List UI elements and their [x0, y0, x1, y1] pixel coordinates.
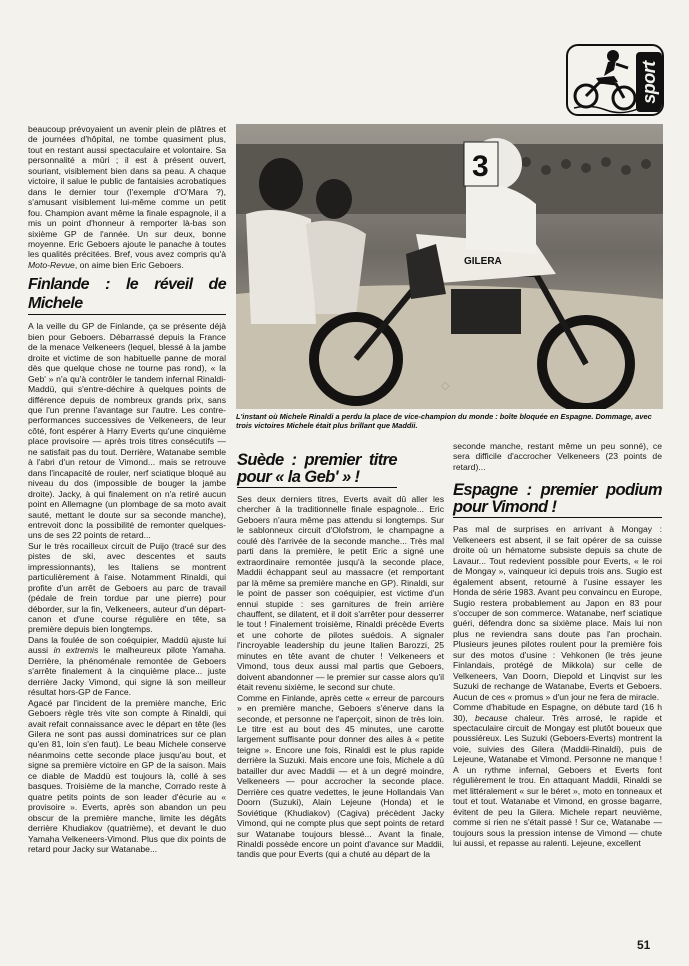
photo-caption: L'instant où Michele Rinaldi a perdu la place de vice-champion du monde : boîte bloquée en Espagne. Dommage, avec trois victoires Michele était plus brillant que Maddii.	[236, 412, 652, 431]
right-column	[453, 441, 662, 848]
suede-continuation: seconde manche, restant même un peu sonné), ce sera difficile d'accrocher Velkeneers (23 points de retard)...	[453, 441, 662, 472]
magazine-name: Moto-Revue	[28, 259, 75, 270]
heading-finlande: Finlande : le réveil de Michele	[28, 275, 226, 315]
heading-espagne: Espagne : premier podium pour Vimond !	[453, 481, 662, 517]
sport-label: sport	[638, 60, 659, 104]
finlande-paragraph-1: A la veille du GP de Finlande, ça se présente déjà bien pour Geboers. Débarrassé depuis la France de la menace Velkeneers (lequel, blessé à la jambe droite et victime de son habituelle panne de moral dès que quelque chose ne tourne pas rond), « la Geb' » n'a qu'à contrôler le tandem infernal Rinaldi-Maddü, qui s'entre-déchire à quelques points de différence depuis de nombreux grands prix, sans que l'un prenne l'avantage sur l'autre. Les contre-performances successives de Velkeneers, de leur côté, font espérer à Harry Everts qu'une cinquième place provisoire — après trois titres consécutifs — ne satisfait pas du tout. Derrière, Watanabe semble à l'abri d'un retour de Vimond... mais se retrouve dans l'incapacité de rouler, nerf sciatique bloqué au niveau du dos (impossible de bouger la jambe droite). Jacky, à qui finalement on n'a retiré aucun point en Allemagne (un plombage de sa moto avait sauté, mettant le doute sur sa seconde manche), entrevoit donc la possibilité de remonter quelques-uns de ses 22 points de retard...	[28, 321, 226, 541]
number-plate: 3	[472, 150, 489, 183]
finlande-paragraph-2: Sur le très rocailleux circuit de Puijo (tracé sur des pistes de ski, avec descentes et sauts impressionnants), les Italiens se montrent particulièrement à l'aise. Notamment Rinaldi, qui profite d'un arrêt de Geboers au parc de travail (pédale de frein tordue par une pierre) pour déborder, sur la fin, Velkeneers, auteur d'un départ-canon et d'une course régulière en tête, sa première depuis bien longtemps.	[28, 540, 226, 635]
motocross-rider-icon	[570, 48, 642, 116]
espagne-paragraph-2: Comme d'habitude en Espagne, on débute tard (16 h 30), because chaleur. Très arrosé, le rapide et spectaculaire circuit de Mongay est plutôt boueux que poussiéreux. Les Suzuki (Geboers-Everts) montrent la voie, suivies des Gilera (Maddii-Rinaldi), puis de Lejeune, Watanabe et Vimond. Personne ne manque ! A un rythme infernal, Geboers et Everts font régulièrement le trou. En attaquant Maddii, Rinaldi se met littéralement « sur le béret », moto en tonneaux et tout et tout. Watanabe et Vimond, en grosse bagarre, évitent de peu la Gilera. Michele repart neuvième, comme si rien ne s'était passé ! Sur ce, Watanabe — toujours sous la pression intense de Vimond — chute lui aussi, et repasse au ralenti. Lejeune, excellent	[453, 702, 662, 848]
motocross-photo-illustration	[236, 124, 663, 409]
suede-paragraph-1: Ses deux derniers titres, Everts avait dû aller les chercher à la traditionnelle finale espagnole... Eric Geboers n'aura même pas attendu si longtemps. Sur le sablonneux circuit d'Olofstrom, le champagne a coulé dès l'arrivée de la seconde manche... Très mal parti dans la première, le petit Eric a signé une extraordinaire remontée jusqu'à la seconde place, Maddii échappant seul au massacre (et remportant par là même sa première manche en GP). Rinaldi, sur le point de passer son coéquipier, est victime d'un ennui stupide : ses garnitures de frein arrière chauffent, se dilatent, et il doit s'arrêter pour desserrer le tout ! Finalement troisième, Rinaldi précède Everts et une cohorte de pilotes suédois. A signaler l'incroyable leadership du jeune Italien Barozzi, 25 minutes en tête avant de chuter ! Velkeneers et Vimond, tous deux aussi mal partis que Geboers, doivent abandonner — le premier sur casse alors qu'il était revenu sixième, le second sur chute.	[237, 494, 444, 693]
race-photo	[236, 124, 663, 409]
page-number: 51	[637, 938, 651, 952]
middle-column	[237, 452, 444, 860]
sport-section-badge	[566, 44, 664, 116]
espagne-paragraph-1: Pas mal de surprises en arrivant à Mongay : Velkeneers est absent, il se fait opérer de sa cuisse droite où un hématome subsiste depuis sa chute de Lavaur... Tout redevient possible pour Everts, « le roi de Mongay », vainqueur ici depuis trois ans. Sugio est également absent, retourné à l'usine essayer les Honda de série 1983. Avant peu convaincu en Europe, Sugio restera probablement au Japon en 83 pour s'occuper de son commerce. Watanabe, nerf sciatique guéri, défendra donc sa sixième place. Mais lui non plus ne reviendra sans doute pas l'an prochain. Plusieurs jeunes pilotes roulent pour la première fois sur des motos d'usine : Vehkonen (le très jeune Finlandais, protégé de Mikkola) sur celle de Velkeneers, Van Doorn, Diepold et Linqvist sur les Suzuki de rechange de Watanabe, Everts et Geboers. Aucun de ces « promus » d'un jour ne fera de miracle.	[453, 524, 662, 702]
suede-paragraph-2: Comme en Finlande, après cette « erreur de parcours » en première manche, Geboers s'énerve dans la seconde, et personne ne l'aperçoit, sinon de très loin. Le titre est au bout des 45 minutes, une carotte largement suffisante pour donner des ailes à « petite teigne ». Encore une fois, Rinaldi est le plus rapide derrière la Suzuki. Mais encore une fois, Michele a dû batailler dur avec Maddii — et à un degré moindre, Velkeneers — pour accrocher la seconde place. Derrière ces quatre vedettes, le jeune Hollandais Van Doorn (Suzuki), Alain Lejeune (Honda) et le Soviétique (Khudiakov) (Cagiva) précèdent Jacky Vimond, qui ne compte plus que sept points de retard sur Watanabe toujours blessé... Avant la finale, Rinaldi possède encore un point d'avance sur Maddii, tandis que pour Everts (qui a chuté au départ de la	[237, 692, 444, 860]
svg-text:◇: ◇	[441, 380, 450, 392]
sport-label-box	[636, 52, 662, 112]
finlande-paragraph-3: Dans la foulée de son coéquipier, Maddü ajuste lui aussi in extremis le malheureux pilote Yamaha. Derrière, la phénoménale remontée de Geboers s'arrête finalement à la cinquième place... juste derrière Jacky Vimond, qui signe là son meilleur résultat hors-GP de Fance.	[28, 634, 227, 698]
left-column	[28, 124, 226, 854]
intro-paragraph: beaucoup prévoyaient un avenir plein de plâtres et de journées d'hôpital, ne tombe quasiment plus, tout en restant aussi spectaculaire et volontaire. Sa personnalité a mûri ; il est à présent ouvert, souriant, visiblement bien dans sa peau. A chaque victoire, il salue le public de fantaisies acrobatiques dans le dernier tour (l'exemple d'O'Mara ?), s'amusant visiblement lui-même comme un petit fou. Champion avant même la finale espagnole, il a mis un point d'honneur à remporter là-bas son sixième GP de l'année. Un sur deux, bonne moyenne. Eric Geboers ajoute le panache à toutes les qualités précitées. Bref, vous avez compris qu'à Moto-Revue, on aime bien Eric Geboers.	[28, 124, 226, 270]
heading-suede: Suède : premier titre pour « la Geb' » !	[237, 451, 397, 486]
tank-brand: GILERA	[464, 256, 502, 267]
finlande-paragraph-4: Agacé par l'incident de la première manche, Eric Geboers règle très vite son compte à Rinaldi, qui avait refait connaissance avec le départ en tête (les Gilera ne sont pas aussi dominatrices sur ce plan qu'en 81, loin s'en faut). Le beau Michele conserve néanmoins cette seconde place jusqu'au bout, et signe sa première victoire en GP de la saison. Mais ce diable de Maddü est toujours là, collé à ses basques. Troisième de la manche, Corrado reste à quatre petits points de son leader d'écurie au « provisoire ». Everts, après son abandon un peu obscur de la première manche, limite les dégâts derrière Khudiakov (quatrième), et devant le duo Yamaha Velkeneers-Vimond. Plus que dix points de retard pour Jacky sur Watanabe...	[28, 697, 226, 854]
